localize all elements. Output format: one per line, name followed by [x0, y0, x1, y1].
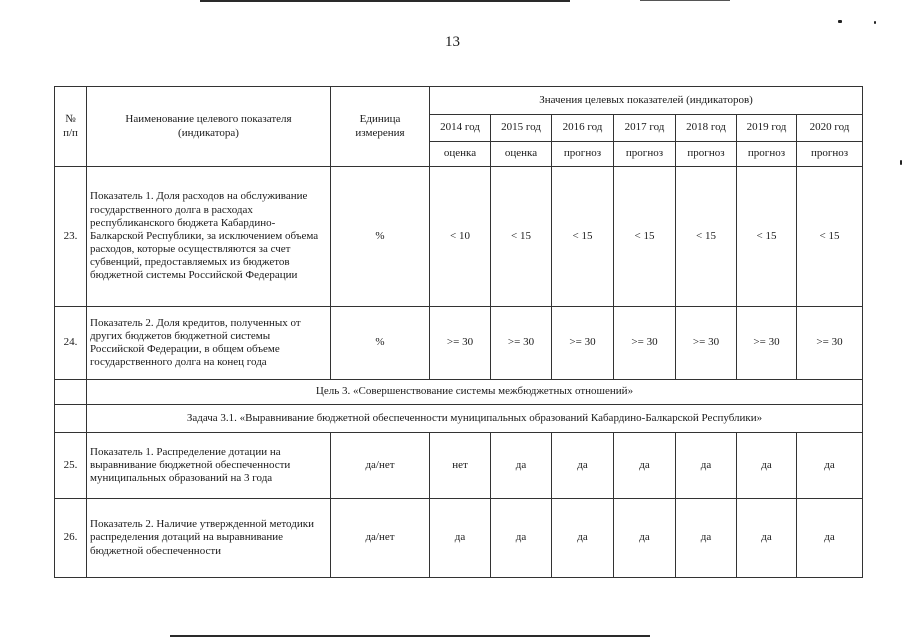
header-year: 2015 год: [491, 115, 552, 142]
row-unit: %: [331, 307, 430, 380]
header-type: прогноз: [614, 142, 676, 167]
scan-edge-top: [200, 0, 570, 2]
row-value: < 15: [737, 167, 797, 307]
row-value: >= 30: [430, 307, 491, 380]
row-value: < 15: [491, 167, 552, 307]
row-value: да: [676, 499, 737, 578]
row-value: >= 30: [614, 307, 676, 380]
row-value: нет: [430, 433, 491, 499]
row-value: < 10: [430, 167, 491, 307]
row-unit: %: [331, 167, 430, 307]
header-name: Наименование целевого показателя (индикатора): [87, 87, 331, 167]
row-unit: да/нет: [331, 499, 430, 578]
row-value: да: [676, 433, 737, 499]
row-value: да: [552, 499, 614, 578]
row-value: да: [797, 433, 863, 499]
header-year: 2019 год: [737, 115, 797, 142]
scan-edge-top-right: [640, 0, 730, 1]
row-value: >= 30: [552, 307, 614, 380]
header-type: прогноз: [676, 142, 737, 167]
row-value: да: [737, 499, 797, 578]
indicators-table: [54, 86, 863, 578]
row-value: < 15: [552, 167, 614, 307]
row-value: да: [614, 499, 676, 578]
header-year: 2017 год: [614, 115, 676, 142]
task-num-cell: [55, 405, 87, 433]
task-title: Задача 3.1. «Выравнивание бюджетной обеспеченности муниципальных образований Кабардино-Балкарской Республики»: [87, 405, 863, 433]
row-name: Показатель 2. Доля кредитов, полученных от других бюджетов бюджетной системы Российской Федерации, в общем объеме государственного долга на конец года: [87, 307, 331, 380]
row-unit: да/нет: [331, 433, 430, 499]
row-value: да: [614, 433, 676, 499]
header-year: 2018 год: [676, 115, 737, 142]
table-row: [55, 499, 863, 578]
row-value: < 15: [676, 167, 737, 307]
row-num: 23.: [55, 167, 87, 307]
row-value: да: [430, 499, 491, 578]
row-value: < 15: [614, 167, 676, 307]
row-name: Показатель 2. Наличие утвержденной методики распределения дотаций на выравнивание бюджетной обеспеченности: [87, 499, 331, 578]
table-row: [55, 167, 863, 307]
scan-speck: [838, 20, 842, 23]
header-type: прогноз: [797, 142, 863, 167]
header-num: № п/п: [55, 87, 87, 167]
header-year: 2014 год: [430, 115, 491, 142]
row-name: Показатель 1. Распределение дотации на выравнивание бюджетной обеспеченности муниципальных образований на 3 года: [87, 433, 331, 499]
row-value: да: [491, 433, 552, 499]
header-year: 2020 год: [797, 115, 863, 142]
goal-num-cell: [55, 380, 87, 405]
row-num: 24.: [55, 307, 87, 380]
header-type: оценка: [430, 142, 491, 167]
row-name: Показатель 1. Доля расходов на обслуживание государственного долга в расходах республиканского бюджета Кабардино-Балкарской Республики, за исключением объема расходов, которые осуществляются за счет субвенций, предоставляемых из бюджетов бюджетной системы Российской Федерации: [87, 167, 331, 307]
task-row: [55, 405, 863, 433]
row-value: >= 30: [491, 307, 552, 380]
row-num: 25.: [55, 433, 87, 499]
header-type: прогноз: [737, 142, 797, 167]
goal-title: Цель 3. «Совершенствование системы межбюджетных отношений»: [87, 380, 863, 405]
row-value: >= 30: [797, 307, 863, 380]
row-value: да: [737, 433, 797, 499]
goal-row: [55, 380, 863, 405]
scan-speck: [874, 21, 876, 24]
table-row: [55, 307, 863, 380]
row-value: < 15: [797, 167, 863, 307]
header-type: оценка: [491, 142, 552, 167]
scan-edge-bottom: [170, 635, 650, 637]
header-year: 2016 год: [552, 115, 614, 142]
row-value: да: [797, 499, 863, 578]
scan-speck: [900, 160, 902, 165]
row-value: >= 30: [737, 307, 797, 380]
row-value: да: [552, 433, 614, 499]
header-row-1: [55, 87, 863, 115]
table-row: [55, 433, 863, 499]
header-unit: Единица измерения: [331, 87, 430, 167]
page-number: 13: [445, 34, 460, 50]
row-value: >= 30: [676, 307, 737, 380]
header-type: прогноз: [552, 142, 614, 167]
row-value: да: [491, 499, 552, 578]
header-values-title: Значения целевых показателей (индикаторов): [430, 87, 863, 115]
row-num: 26.: [55, 499, 87, 578]
